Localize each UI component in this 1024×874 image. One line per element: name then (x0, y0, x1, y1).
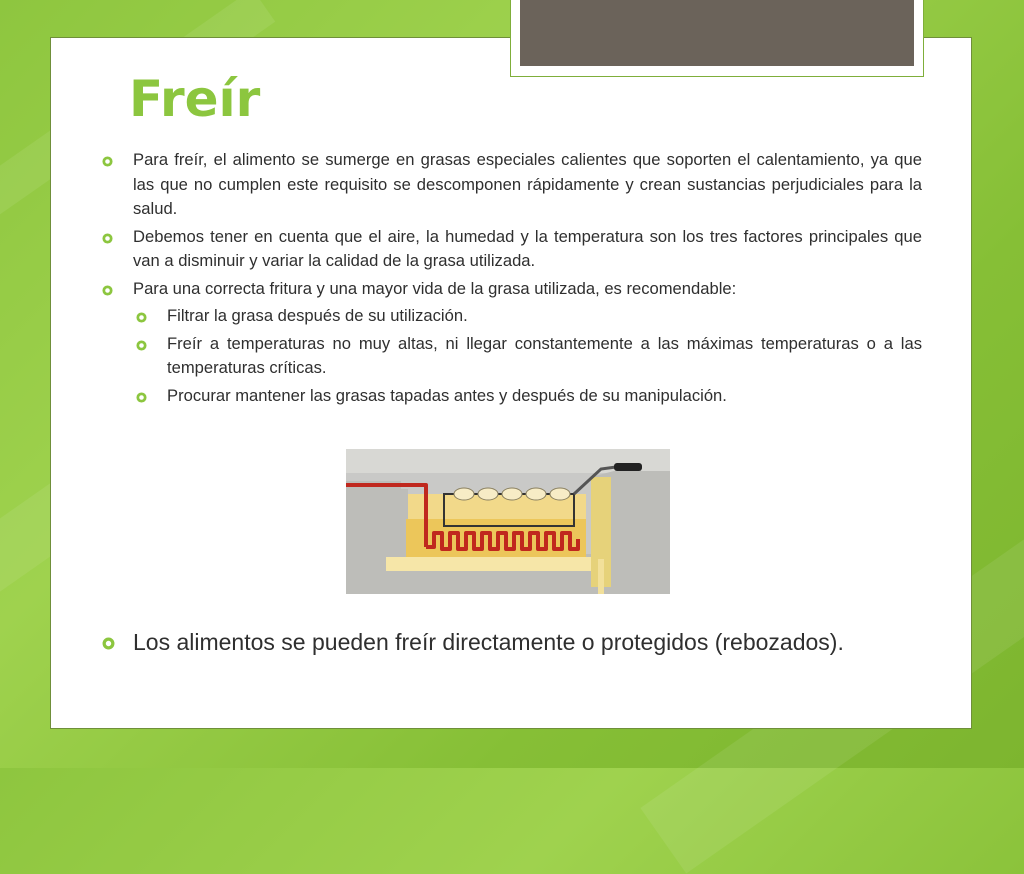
bullet-marker-icon (136, 340, 147, 351)
bullet-marker-icon (102, 285, 113, 296)
slide-title: Freír (129, 70, 261, 128)
final-bullet-text: Los alimentos se pueden freír directamente o protegidos (rebozados). (133, 629, 844, 655)
final-bullet (102, 627, 922, 657)
sub-bullet-text: Freír a temperaturas no muy altas, ni llegar constantemente a las máximas temperaturas o a las temperaturas críticas. (167, 333, 922, 377)
bullet-marker-icon (136, 392, 147, 403)
bullet-item (102, 148, 922, 222)
bullet-text: Para freír, el alimento se sumerge en grasas especiales calientes que soporten el calentamiento, ya que las que no cumplen este requisito se descomponen rápidamente y crean sustancias perjudiciales para la salud. (133, 150, 922, 218)
handle-grip (614, 463, 642, 471)
food-pieces (454, 488, 570, 500)
bullet-text: Para una correcta fritura y una mayor vida de la grasa utilizada, es recomendable: (133, 278, 737, 298)
bullet-marker-icon (102, 233, 113, 244)
food-piece (550, 488, 570, 500)
bullet-text: Debemos tener en cuenta que el aire, la humedad y la temperatura son los tres factores principales que van a disminuir y variar la calidad de la grasa utilizada. (133, 226, 922, 270)
header-image (520, 0, 914, 66)
food-piece (502, 488, 522, 500)
food-piece (526, 488, 546, 500)
food-piece (454, 488, 474, 500)
bullet-item (102, 225, 922, 274)
sub-bullet-item (136, 304, 922, 329)
food-piece (478, 488, 498, 500)
sub-bullet-text: Procurar mantener las grasas tapadas antes y después de su manipulación. (167, 385, 727, 405)
bullet-marker-icon (102, 637, 115, 650)
fryer-diagram (346, 449, 670, 594)
bullet-item (102, 277, 922, 302)
slide-body (102, 148, 922, 411)
drain-pipe (598, 559, 604, 594)
bullet-marker-icon (136, 312, 147, 323)
bullet-marker-icon (102, 156, 113, 167)
sub-bullet-item (136, 332, 922, 381)
sub-bullet-item (136, 384, 922, 409)
oil-bottom (386, 557, 608, 571)
sub-bullet-text: Filtrar la grasa después de su utilización. (167, 306, 468, 325)
